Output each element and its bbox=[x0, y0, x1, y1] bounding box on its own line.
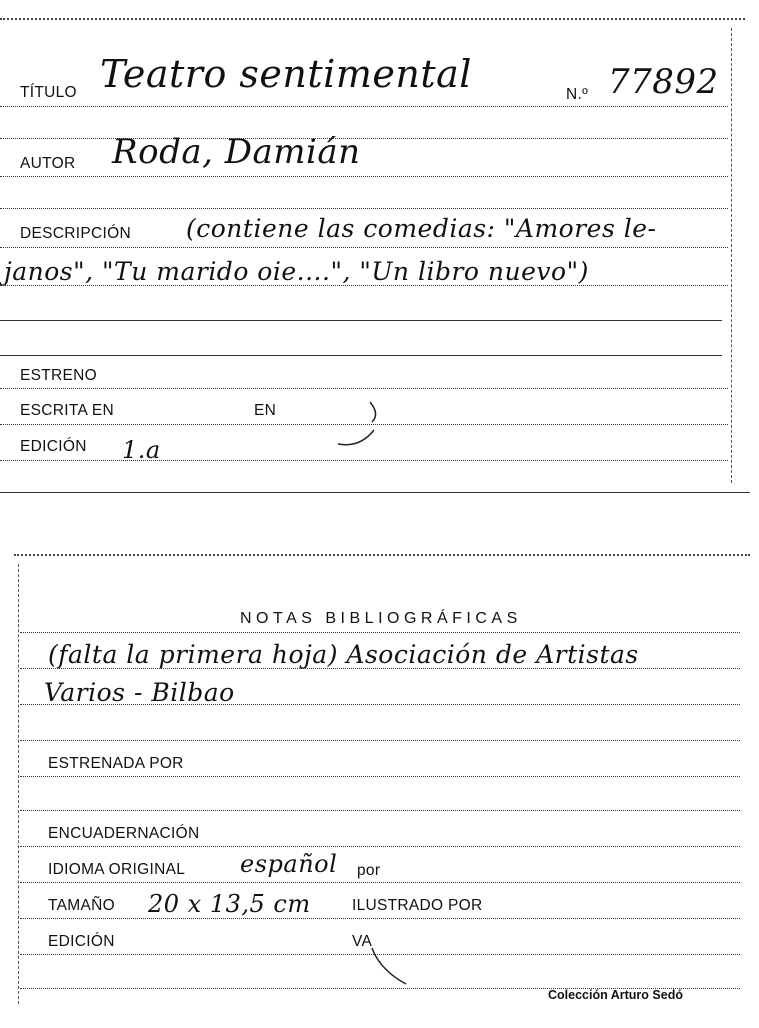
catalog-card-bottom bbox=[0, 540, 759, 1028]
separator-line bbox=[20, 810, 740, 811]
edicion-line bbox=[0, 460, 728, 461]
autor-line bbox=[0, 176, 728, 177]
notas-line bbox=[20, 704, 740, 705]
estrenada-line bbox=[20, 776, 740, 777]
card-left-edge bbox=[18, 564, 19, 1004]
card-top-edge bbox=[0, 18, 745, 20]
estreno-label: ESTRENO bbox=[20, 367, 98, 384]
numero-label: N.º bbox=[566, 86, 589, 103]
ilustrado-label: ILUSTRADO POR bbox=[352, 897, 483, 914]
edicion-label: EDICIÓN bbox=[48, 933, 115, 950]
card-right-edge bbox=[731, 28, 732, 483]
escrita-en-label: ESCRITA EN bbox=[20, 402, 115, 419]
descripcion-label: DESCRIPCIÓN bbox=[20, 225, 131, 242]
card-bottom-edge bbox=[0, 492, 750, 493]
separator-line bbox=[0, 138, 728, 139]
titulo-line bbox=[0, 106, 728, 107]
notas-line bbox=[20, 668, 740, 669]
separator-line bbox=[0, 355, 722, 356]
notas-heading: NOTAS BIBLIOGRÁFICAS bbox=[240, 610, 522, 627]
autor-value: Roda, Damián bbox=[112, 132, 361, 172]
separator-line bbox=[0, 208, 728, 209]
separator-line bbox=[20, 740, 740, 741]
estreno-line bbox=[0, 388, 728, 389]
idioma-label: IDIOMA ORIGINAL bbox=[48, 861, 186, 878]
edicion-label: EDICIÓN bbox=[20, 438, 87, 455]
collection-credit: Colección Arturo Sedó bbox=[548, 988, 683, 1002]
encuadernacion-label: ENCUADERNACIÓN bbox=[48, 825, 200, 842]
titulo-value: Teatro sentimental bbox=[100, 52, 472, 96]
titulo-label: TÍTULO bbox=[20, 84, 77, 101]
tamano-value: 20 x 13,5 cm bbox=[148, 890, 311, 918]
edicion-value: 1.a bbox=[122, 436, 161, 464]
va-label: VA bbox=[352, 933, 373, 950]
tamano-line bbox=[20, 918, 740, 919]
encuadernacion-line bbox=[20, 846, 740, 847]
por-label: por bbox=[357, 862, 381, 879]
autor-label: AUTOR bbox=[20, 155, 76, 172]
card-top-edge bbox=[14, 554, 750, 556]
separator-line bbox=[0, 320, 722, 321]
numero-value: 77892 bbox=[608, 62, 719, 102]
notas-line bbox=[20, 632, 740, 633]
descripcion-line bbox=[0, 285, 728, 286]
notas-line-1: (falta la primera hoja) Asociación de Artistas bbox=[48, 640, 639, 669]
notas-line-2: Varios - Bilbao bbox=[44, 678, 235, 707]
descripcion-line-2: janos", "Tu marido oie....", "Un libro nuevo") bbox=[4, 257, 589, 286]
pencil-mark bbox=[330, 400, 390, 450]
pencil-mark bbox=[368, 940, 428, 990]
idioma-value: español bbox=[240, 850, 338, 878]
catalog-card-top bbox=[0, 0, 759, 500]
descripcion-line-1: (contiene las comedias: "Amores le- bbox=[186, 214, 657, 243]
tamano-label: TAMAÑO bbox=[48, 897, 115, 914]
descripcion-line bbox=[0, 247, 728, 248]
estrenada-label: ESTRENADA POR bbox=[48, 755, 184, 772]
en-label: EN bbox=[254, 402, 277, 419]
idioma-line bbox=[20, 882, 740, 883]
